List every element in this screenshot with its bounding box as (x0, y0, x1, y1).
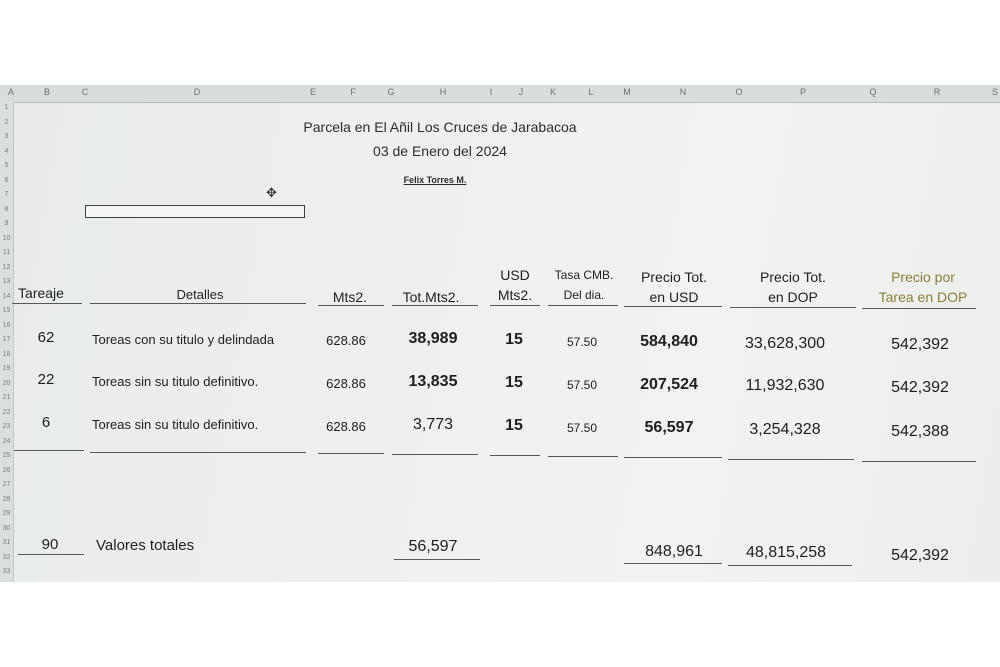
column-letter[interactable]: J (518, 87, 524, 97)
cell-tasa[interactable]: 57.50 (566, 335, 598, 349)
column-letter[interactable]: O (735, 87, 743, 97)
section-rule (392, 454, 478, 455)
section-rule (548, 456, 618, 457)
column-letter[interactable]: N (679, 87, 687, 97)
total-label[interactable]: Valores totales (96, 537, 195, 554)
column-letter[interactable]: G (387, 87, 395, 97)
row-number[interactable]: 3 (4, 133, 9, 140)
header-usd-mts2-line1: USD (500, 267, 530, 283)
row-number[interactable]: 30 (2, 524, 11, 532)
cell-tareaje[interactable]: 62 (37, 329, 55, 346)
column-letter[interactable]: B (43, 87, 50, 97)
row-number[interactable]: 7 (4, 191, 9, 198)
row-number[interactable]: 9 (4, 220, 9, 227)
cell-usd-mts2[interactable]: 15 (505, 417, 523, 434)
column-letter[interactable]: I (489, 87, 493, 97)
spreadsheet-sheet (0, 85, 1000, 582)
row-number[interactable]: 27 (2, 481, 11, 488)
header-tasa[interactable] (546, 265, 622, 305)
cell-precio-tarea[interactable]: 542,388 (891, 423, 949, 440)
header-underline (490, 305, 540, 306)
row-number[interactable]: 31 (2, 539, 11, 546)
column-header-bar (0, 85, 1000, 103)
header-precio-dop-line2: en DOP (768, 289, 818, 305)
header-underline (548, 305, 618, 306)
header-mts2[interactable]: Mts2. (332, 289, 368, 305)
column-letter[interactable]: R (933, 87, 941, 97)
header-tot-mts2[interactable]: Tot.Mts2. (402, 289, 460, 305)
section-rule (490, 455, 540, 456)
column-letter[interactable]: K (549, 87, 556, 97)
cell-mts2[interactable]: 628.86 (326, 333, 366, 348)
row-number[interactable]: 20 (2, 379, 11, 387)
total-underline (728, 565, 852, 566)
row-number[interactable]: 19 (2, 365, 11, 372)
cell-precio-usd[interactable]: 207,524 (640, 376, 698, 393)
header-precio-tarea-line2: Tarea en DOP (878, 289, 968, 305)
column-letter[interactable]: M (623, 87, 631, 97)
row-number[interactable]: 10 (2, 234, 11, 242)
cursor-cross-icon: ✥ (266, 185, 277, 200)
sheet-date: 03 de Enero del 2024 (373, 143, 507, 159)
total-precio-usd[interactable]: 848,961 (645, 543, 703, 560)
selected-cell-box[interactable] (85, 205, 305, 218)
header-underline (12, 303, 82, 304)
cell-tasa[interactable]: 57.50 (566, 378, 598, 392)
header-precio-dop[interactable] (738, 267, 848, 307)
total-tareaje[interactable]: 90 (41, 536, 59, 553)
sheet-title: Parcela en El Añil Los Cruces de Jarabacoa (303, 119, 577, 135)
header-precio-usd-line2: en USD (649, 289, 699, 305)
header-tasa-line2: Del dia. (563, 288, 605, 302)
row-number[interactable]: 13 (2, 278, 11, 285)
cell-usd-mts2[interactable]: 15 (505, 374, 523, 391)
row-number[interactable]: 17 (2, 336, 11, 343)
cell-precio-dop[interactable]: 11,932,630 (745, 377, 825, 394)
cell-tareaje[interactable]: 22 (37, 371, 55, 388)
row-number[interactable]: 26 (2, 466, 11, 474)
row-number[interactable]: 24 (2, 437, 11, 445)
row-number[interactable]: 1 (4, 104, 9, 111)
cell-tot-mts2[interactable]: 3,773 (412, 416, 454, 433)
total-underline (624, 563, 722, 564)
row-number[interactable]: 2 (4, 118, 9, 126)
cell-tasa[interactable]: 57.50 (566, 421, 598, 435)
row-number[interactable]: 8 (4, 205, 9, 213)
total-underline (394, 559, 480, 560)
cell-precio-dop[interactable]: 3,254,328 (749, 421, 821, 438)
cell-tareaje[interactable]: 6 (41, 414, 51, 431)
row-number[interactable]: 32 (2, 553, 11, 561)
header-underline (318, 305, 384, 306)
cell-tot-mts2[interactable]: 13,835 (408, 373, 458, 390)
column-letter[interactable]: F (350, 87, 356, 97)
cell-mts2[interactable]: 628.86 (326, 376, 366, 391)
total-underline (18, 554, 84, 555)
cell-precio-tarea[interactable]: 542,392 (891, 336, 949, 353)
header-precio-tarea[interactable] (862, 267, 984, 307)
section-rule (90, 452, 306, 453)
column-letter[interactable]: S (991, 87, 998, 97)
author-name: Felix Torres M. (403, 175, 467, 185)
header-usd-mts2-line2: Mts2. (497, 287, 533, 303)
row-number[interactable]: 12 (2, 263, 11, 271)
cell-mts2[interactable]: 628.86 (326, 419, 366, 434)
cell-detalles[interactable]: Toreas con su titulo y delindada (92, 332, 275, 347)
header-underline (392, 305, 478, 306)
column-letter[interactable]: P (799, 87, 806, 97)
column-letter[interactable]: Q (869, 87, 877, 97)
column-letter[interactable]: H (439, 87, 447, 97)
section-rule (624, 457, 722, 458)
header-precio-usd-line1: Precio Tot. (641, 269, 707, 285)
row-number[interactable]: 22 (2, 408, 11, 416)
header-underline (624, 306, 722, 307)
section-rule (14, 450, 84, 451)
column-letter[interactable]: A (7, 87, 14, 97)
header-detalles[interactable]: Detalles (176, 287, 224, 302)
row-number[interactable]: 21 (2, 394, 11, 401)
header-usd-mts2[interactable] (492, 265, 538, 305)
header-underline (862, 308, 976, 309)
cell-usd-mts2[interactable]: 15 (505, 331, 523, 348)
row-header-bar (0, 102, 14, 582)
header-precio-dop-line1: Precio Tot. (760, 269, 826, 285)
row-number[interactable]: 4 (4, 147, 9, 155)
column-letter[interactable]: E (309, 87, 316, 97)
row-number[interactable]: 33 (2, 568, 11, 575)
row-number[interactable]: 6 (4, 176, 9, 184)
header-underline (730, 307, 856, 308)
section-rule (728, 459, 854, 460)
cell-precio-tarea[interactable]: 542,392 (891, 379, 949, 396)
row-number[interactable]: 15 (2, 307, 11, 314)
row-number[interactable]: 23 (2, 423, 11, 430)
total-precio-dop[interactable]: 48,815,258 (745, 544, 827, 561)
header-precio-tarea-line1: Precio por (891, 269, 955, 285)
row-number[interactable]: 28 (2, 495, 11, 503)
row-number[interactable]: 18 (2, 350, 11, 358)
cell-precio-dop[interactable]: 33,628,300 (744, 335, 826, 352)
header-tasa-line1: Tasa CMB. (554, 268, 614, 282)
row-number[interactable]: 16 (2, 321, 11, 329)
row-number[interactable]: 25 (2, 452, 11, 459)
row-number[interactable]: 5 (4, 162, 9, 169)
cell-detalles[interactable]: Toreas sin su titulo definitivo. (92, 417, 259, 432)
cell-detalles[interactable]: Toreas sin su titulo definitivo. (92, 374, 259, 389)
cell-precio-usd[interactable]: 584,840 (640, 333, 698, 350)
total-tot-mts2[interactable]: 56,597 (408, 538, 458, 555)
header-precio-usd[interactable] (626, 267, 722, 307)
column-letter[interactable]: D (193, 87, 201, 97)
column-letter[interactable]: L (588, 87, 594, 97)
total-precio-tarea[interactable]: 542,392 (891, 547, 949, 564)
cell-tot-mts2[interactable]: 38,989 (408, 330, 458, 347)
row-number[interactable]: 11 (2, 249, 11, 256)
row-number[interactable]: 14 (2, 292, 11, 300)
header-underline (90, 303, 306, 304)
cell-precio-usd[interactable]: 56,597 (644, 419, 694, 436)
section-rule (862, 461, 976, 462)
column-letter[interactable]: C (81, 87, 89, 97)
header-tareaje[interactable]: Tareaje (18, 285, 64, 301)
section-rule (318, 453, 384, 454)
row-number[interactable]: 29 (2, 510, 11, 517)
